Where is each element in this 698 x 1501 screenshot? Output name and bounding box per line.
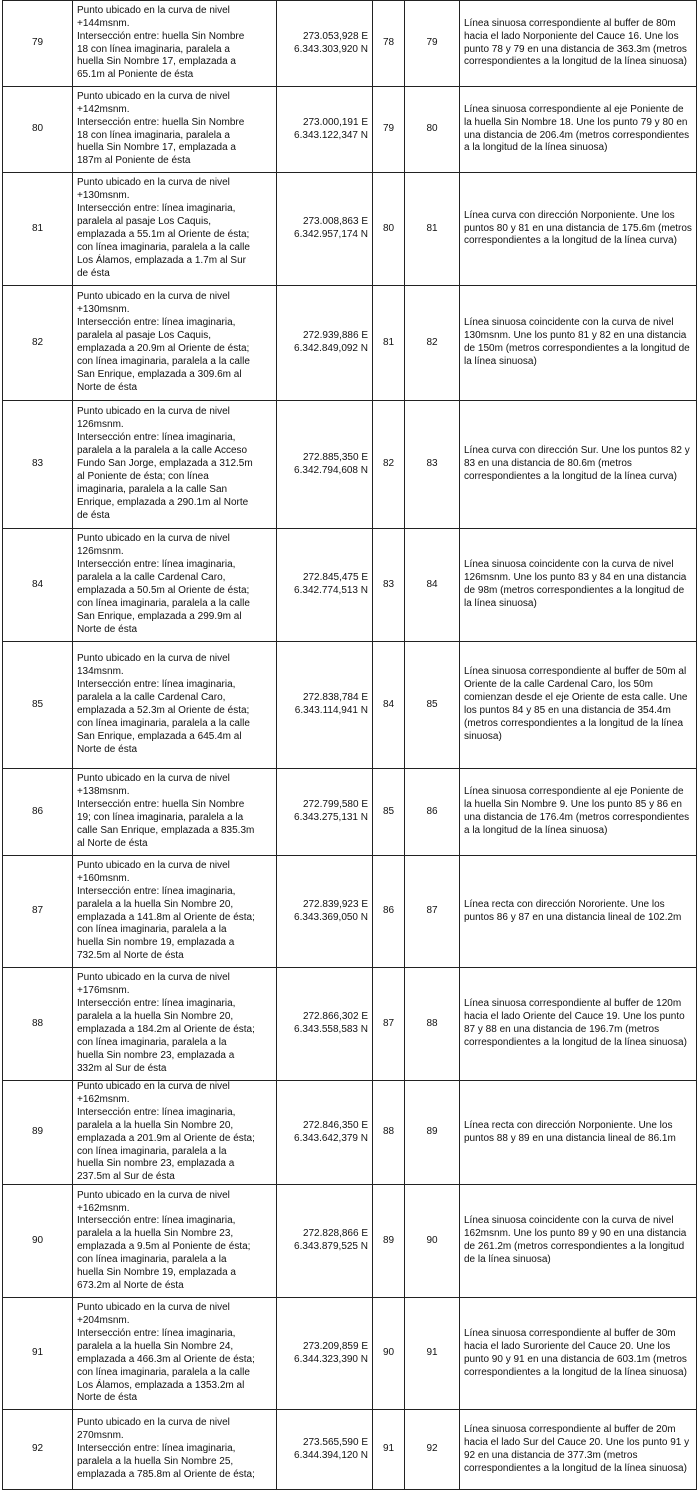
point-number: 89 bbox=[3, 1081, 73, 1185]
point-description bbox=[73, 1, 277, 87]
point-number: 82 bbox=[3, 286, 73, 401]
point-number: 92 bbox=[3, 1410, 73, 1490]
segment-description: Línea recta con dirección Nororiente. Une los puntos 86 y 87 en una distancia lineal de 102.2m bbox=[460, 856, 697, 968]
point-coordinates bbox=[277, 286, 373, 401]
point-description bbox=[73, 529, 277, 642]
segment-description: Línea curva con dirección Sur. Une los puntos 82 y 83 en una distancia de 80.6m (metros correspondientes a la longitud de la línea curva) bbox=[460, 401, 697, 529]
coordinate-east: 272.839,923 E bbox=[302, 898, 368, 910]
segment-description: Línea sinuosa coincidente con la curva de nivel 126msnm. Une los punto 83 y 84 en una distancia de 98m (metros correspondientes a la longitud de la línea sinuosa) bbox=[460, 529, 697, 642]
coordinate-east: 272.885,350 E bbox=[302, 451, 368, 463]
table-row bbox=[3, 1298, 697, 1410]
coordinate-east: 273.053,928 E bbox=[302, 30, 368, 42]
coordinate-north: 6.343.369,050 N bbox=[294, 911, 368, 923]
segment-description: Línea sinuosa correspondiente al buffer de 30m hacia el lado Suroriente del Cauce 20. Une los punto 90 y 91 en una distancia de 603.1m (metros correspondientes a la longitud de la línea sinuosa) bbox=[460, 1298, 697, 1410]
point-coordinates bbox=[277, 856, 373, 968]
segment-to-point: 91 bbox=[405, 1298, 460, 1410]
point-coordinates bbox=[277, 529, 373, 642]
point-coordinates bbox=[277, 87, 373, 173]
point-description bbox=[73, 1298, 277, 1410]
point-description bbox=[73, 769, 277, 856]
point-coordinates bbox=[277, 173, 373, 286]
coordinate-north: 6.344.323,390 N bbox=[294, 1353, 368, 1365]
coordinate-east: 273.565,590 E bbox=[302, 1436, 368, 1448]
segment-to-point: 90 bbox=[405, 1185, 460, 1298]
coordinate-north: 6.344.394,120 N bbox=[294, 1449, 368, 1461]
segment-description: Línea curva con dirección Norponiente. Une los puntos 80 y 81 en una distancia de 175.6m (metros correspondientes a la longitud de la línea curva) bbox=[460, 173, 697, 286]
point-coordinates bbox=[277, 1, 373, 87]
segment-description: Línea sinuosa coincidente con la curva de nivel 130msnm. Une los punto 81 y 82 en una distancia de 150m (metros correspondientes a la longitud de la línea sinuosa) bbox=[460, 286, 697, 401]
coordinate-east: 272.866,302 E bbox=[302, 1011, 368, 1023]
table-row bbox=[3, 856, 697, 968]
point-number: 85 bbox=[3, 642, 73, 769]
coordinate-north: 6.343.558,583 N bbox=[294, 1024, 368, 1035]
table-row bbox=[3, 87, 697, 173]
segment-from-point: 88 bbox=[373, 1081, 405, 1185]
segment-from-point: 91 bbox=[373, 1410, 405, 1490]
segment-from-point: 85 bbox=[373, 769, 405, 856]
table-row bbox=[3, 1185, 697, 1298]
point-description-text: Punto ubicado en la curva de nivel +130msnm. Intersección entre: línea imaginaria, paralela al pasaje Los Caquis, emplazada a 20.9m al Oriente de ésta; con línea imaginaria, paralela a la calle San Enrique, emplazada a 309.6m al Norte de ésta bbox=[77, 291, 250, 393]
segment-to-point: 88 bbox=[405, 968, 460, 1081]
segment-from-point: 79 bbox=[373, 87, 405, 173]
point-description-text: Punto ubicado en la curva de nivel +142msnm. Intersección entre: huella Sin Nombre 18 con línea imaginaria, paralela a huella Sin Nombre 17, emplazada a 187m al Poniente de ésta bbox=[77, 90, 245, 167]
point-coordinates bbox=[277, 1081, 373, 1185]
segment-from-point: 78 bbox=[373, 1, 405, 87]
segment-description: Línea sinuosa correspondiente al eje Poniente de la huella Sin Nombre 18. Une los punto 79 y 80 en una distancia de 206.4m (metros correspondientes a la longitud de la línea sinuosa) bbox=[460, 87, 697, 173]
point-coordinates bbox=[277, 642, 373, 769]
table-row bbox=[3, 769, 697, 856]
segment-from-point: 87 bbox=[373, 968, 405, 1081]
coordinate-east: 273.000,191 E bbox=[302, 116, 368, 128]
segment-from-point: 86 bbox=[373, 856, 405, 968]
segment-to-point: 80 bbox=[405, 87, 460, 173]
segment-description: Línea sinuosa correspondiente al buffer de 20m hacia el lado Sur del Cauce 20. Une los punto 91 y 92 en una distancia de 377.3m (metros correspondientes a la longitud de la línea sinuosa) bbox=[460, 1410, 697, 1490]
point-description-text: Punto ubicado en la curva de nivel 134msnm. Intersección entre: línea imaginaria, paralela a la calle Cardenal Caro, emplazada a 52.3m al Oriente de ésta; con línea imaginaria, paralela a la calle San Enrique, emplazada a 645.4m al Norte de ésta bbox=[77, 653, 250, 755]
coordinate-east: 273.209,859 E bbox=[302, 1340, 368, 1352]
point-description-text: Punto ubicado en la curva de nivel +162msnm. Intersección entre: línea imaginaria, paralela a la huella Sin Nombre 23, emplazada a 9.5m al Poniente de ésta; con línea imaginaria, paralela a la huella Sin Nombre 19, emplazada a 673.2m al Norte de ésta bbox=[77, 1189, 251, 1291]
segment-to-point: 87 bbox=[405, 856, 460, 968]
point-description bbox=[73, 87, 277, 173]
segment-to-point: 82 bbox=[405, 286, 460, 401]
segment-description: Línea sinuosa coincidente con la curva de nivel 162msnm. Une los punto 89 y 90 en una distancia de 261.2m (metros correspondientes a la longitud de la línea sinuosa) bbox=[460, 1185, 697, 1298]
coordinate-north: 6.343.642,379 N bbox=[294, 1132, 368, 1144]
point-description bbox=[73, 968, 277, 1081]
segment-to-point: 85 bbox=[405, 642, 460, 769]
point-number: 83 bbox=[3, 401, 73, 529]
table-row bbox=[3, 1081, 697, 1185]
coordinate-north: 6.342.794,608 N bbox=[294, 464, 368, 476]
table-row bbox=[3, 1, 697, 87]
coordinate-east: 273.008,863 E bbox=[302, 216, 368, 228]
point-description bbox=[73, 173, 277, 286]
table-row bbox=[3, 1410, 697, 1490]
point-coordinates bbox=[277, 1410, 373, 1490]
table-row bbox=[3, 173, 697, 286]
point-description-text: Punto ubicado en la curva de nivel +176msnm. Intersección entre: línea imaginaria, paralela a la huella Sin Nombre 20, emplazada a 184.2m al Oriente de ésta; con línea imaginaria, paralela a la huella Sin nombre 23, emplazada a 332m al Sur de ésta bbox=[77, 972, 255, 1074]
point-number: 87 bbox=[3, 856, 73, 968]
segment-to-point: 84 bbox=[405, 529, 460, 642]
segment-to-point: 83 bbox=[405, 401, 460, 529]
point-number: 88 bbox=[3, 968, 73, 1081]
table-row bbox=[3, 529, 697, 642]
point-description-text: Punto ubicado en la curva de nivel +144msnm. Intersección entre: huella Sin Nombre 18 con línea imaginaria, paralela a huella Sin Nombre 17, emplazada a 65.1m al Poniente de ésta bbox=[77, 4, 245, 81]
segment-to-point: 92 bbox=[405, 1410, 460, 1490]
segment-description: Línea sinuosa correspondiente al buffer de 80m hacia el lado Norponiente del Cauce 16. Une los punto 78 y 79 en una distancia de 363.3m (metros correspondientes a la longitud de la línea sinuosa) bbox=[460, 1, 697, 87]
table-row bbox=[3, 968, 697, 1081]
point-number: 84 bbox=[3, 529, 73, 642]
point-number: 86 bbox=[3, 769, 73, 856]
table-body bbox=[3, 1, 697, 1490]
point-coordinates bbox=[277, 769, 373, 856]
segment-description: Línea sinuosa correspondiente al buffer de 50m al Oriente de la calle Cardenal Caro, los 50m comienzan desde el eje Oriente de esta calle. Une los puntos 84 y 85 en una distancia de 354.4m (metros correspondientes a la longitud de la línea sinuosa) bbox=[460, 642, 697, 769]
point-description bbox=[73, 1081, 277, 1185]
segment-description: Línea sinuosa correspondiente al buffer de 120m hacia el lado Oriente del Cauce 19. Une los punto 87 y 88 en una distancia de 196.7m (metros correspondientes a la longitud de la línea sinuosa) bbox=[460, 968, 697, 1081]
segment-description: Línea recta con dirección Norponiente. Une los puntos 88 y 89 en una distancia lineal de 86.1m bbox=[460, 1081, 697, 1185]
boundary-points-table bbox=[2, 0, 697, 1490]
segment-to-point: 86 bbox=[405, 769, 460, 856]
coordinate-east: 272.845,475 E bbox=[302, 572, 368, 584]
point-description-text: Punto ubicado en la curva de nivel +160msnm. Intersección entre: línea imaginaria, paralela a la huella Sin Nombre 20, emplazada a 141.8m al Oriente de ésta; con línea imaginaria, paralela a la huella Sin nombre 19, emplazada a 732.5m al Norte de ésta bbox=[77, 859, 255, 962]
segment-from-point: 84 bbox=[373, 642, 405, 769]
segment-from-point: 83 bbox=[373, 529, 405, 642]
segment-to-point: 81 bbox=[405, 173, 460, 286]
table-row bbox=[3, 642, 697, 769]
point-description-text: Punto ubicado en la curva de nivel 270msnm. Intersección entre: línea imaginaria, paralela a la huella Sin Nombre 25, emplazada a 785.8m al Oriente de ésta; bbox=[77, 1417, 255, 1481]
point-description-text: Punto ubicado en la curva de nivel +162msnm. Intersección entre: línea imaginaria, paralela a la huella Sin Nombre 20, emplazada a 201.9m al Oriente de ésta; con línea imaginaria, paralela a la huella Sin nombre 23, emplazada a 237.5m al Sur de ésta bbox=[77, 1081, 255, 1183]
coordinate-north: 6.342.849,092 N bbox=[294, 343, 368, 354]
segment-from-point: 81 bbox=[373, 286, 405, 401]
point-coordinates bbox=[277, 401, 373, 529]
coordinate-north: 6.342.774,513 N bbox=[294, 585, 368, 596]
point-number: 91 bbox=[3, 1298, 73, 1410]
coordinate-east: 272.838,784 E bbox=[302, 692, 368, 704]
coordinate-east: 272.939,886 E bbox=[302, 330, 368, 342]
point-number: 81 bbox=[3, 173, 73, 286]
table-row bbox=[3, 286, 697, 401]
coordinate-east: 272.846,350 E bbox=[302, 1119, 368, 1131]
segment-to-point: 79 bbox=[405, 1, 460, 87]
point-description bbox=[73, 1185, 277, 1298]
coordinate-north: 6.343.275,131 N bbox=[294, 812, 368, 823]
point-description-text: Punto ubicado en la curva de nivel 126msnm. Intersección entre: línea imaginaria, paralela a la calle Cardenal Caro, emplazada a 50.5m al Oriente de ésta; con línea imaginaria, paralela a la calle San Enrique, emplazada a 299.9m al Norte de ésta bbox=[77, 533, 250, 635]
point-description bbox=[73, 286, 277, 401]
point-description-text: Punto ubicado en la curva de nivel +204msnm. Intersección entre: línea imaginaria, paralela a la huella Sin Nombre 24, emplazada a 466.3m al Oriente de ésta; con línea imaginaria, paralela a la calle Los Álamos, emplazada a 1353.2m al Norte de ésta bbox=[77, 1302, 255, 1404]
coordinate-north: 6.343.114,941 N bbox=[294, 705, 368, 716]
point-description bbox=[73, 856, 277, 968]
point-description-text: Punto ubicado en la curva de nivel +130msnm. Intersección entre: línea imaginaria, paralela al pasaje Los Caquis, emplazada a 55.1m al Oriente de ésta; con línea imaginaria, paralela a la calle Los Álamos, emplazada a 1.7m al Sur de ésta bbox=[77, 177, 250, 279]
point-description bbox=[73, 642, 277, 769]
coordinate-east: 272.799,580 E bbox=[302, 799, 368, 811]
point-description bbox=[73, 1410, 277, 1490]
coordinate-north: 6.342.957,174 N bbox=[294, 229, 368, 240]
point-number: 79 bbox=[3, 1, 73, 87]
coordinate-north: 6.343.303,920 N bbox=[294, 43, 368, 55]
point-number: 90 bbox=[3, 1185, 73, 1298]
table-row bbox=[3, 401, 697, 529]
point-coordinates bbox=[277, 1298, 373, 1410]
point-description-text: Punto ubicado en la curva de nivel 126msnm. Intersección entre: línea imaginaria, paralela a la paralela a la calle Acceso Fundo San Jorge, emplazada a 312.5m al Poniente de ésta; con línea imaginaria, paralela a la calle San Enrique, emplazada a 290.1m al Norte de ésta bbox=[77, 406, 253, 521]
segment-from-point: 80 bbox=[373, 173, 405, 286]
coordinate-east: 272.828,866 E bbox=[302, 1228, 368, 1240]
coordinate-north: 6.343.879,525 N bbox=[294, 1241, 368, 1253]
point-coordinates bbox=[277, 968, 373, 1081]
point-number: 80 bbox=[3, 87, 73, 173]
segment-to-point: 89 bbox=[405, 1081, 460, 1185]
point-description bbox=[73, 401, 277, 529]
segment-description: Línea sinuosa correspondiente al eje Poniente de la huella Sin Nombre 9. Une los punto 85 y 86 en una distancia de 176.4m (metros correspondientes a la longitud de la línea sinuosa) bbox=[460, 769, 697, 856]
segment-from-point: 89 bbox=[373, 1185, 405, 1298]
point-coordinates bbox=[277, 1185, 373, 1298]
coordinate-north: 6.343.122,347 N bbox=[294, 129, 368, 141]
segment-from-point: 82 bbox=[373, 401, 405, 529]
point-description-text: Punto ubicado en la curva de nivel +138msnm. Intersección entre: huella Sin Nombre 19; con línea imaginaria, paralela a la calle San Enrique, emplazada a 835.3m al Norte de ésta bbox=[77, 773, 255, 849]
segment-from-point: 90 bbox=[373, 1298, 405, 1410]
